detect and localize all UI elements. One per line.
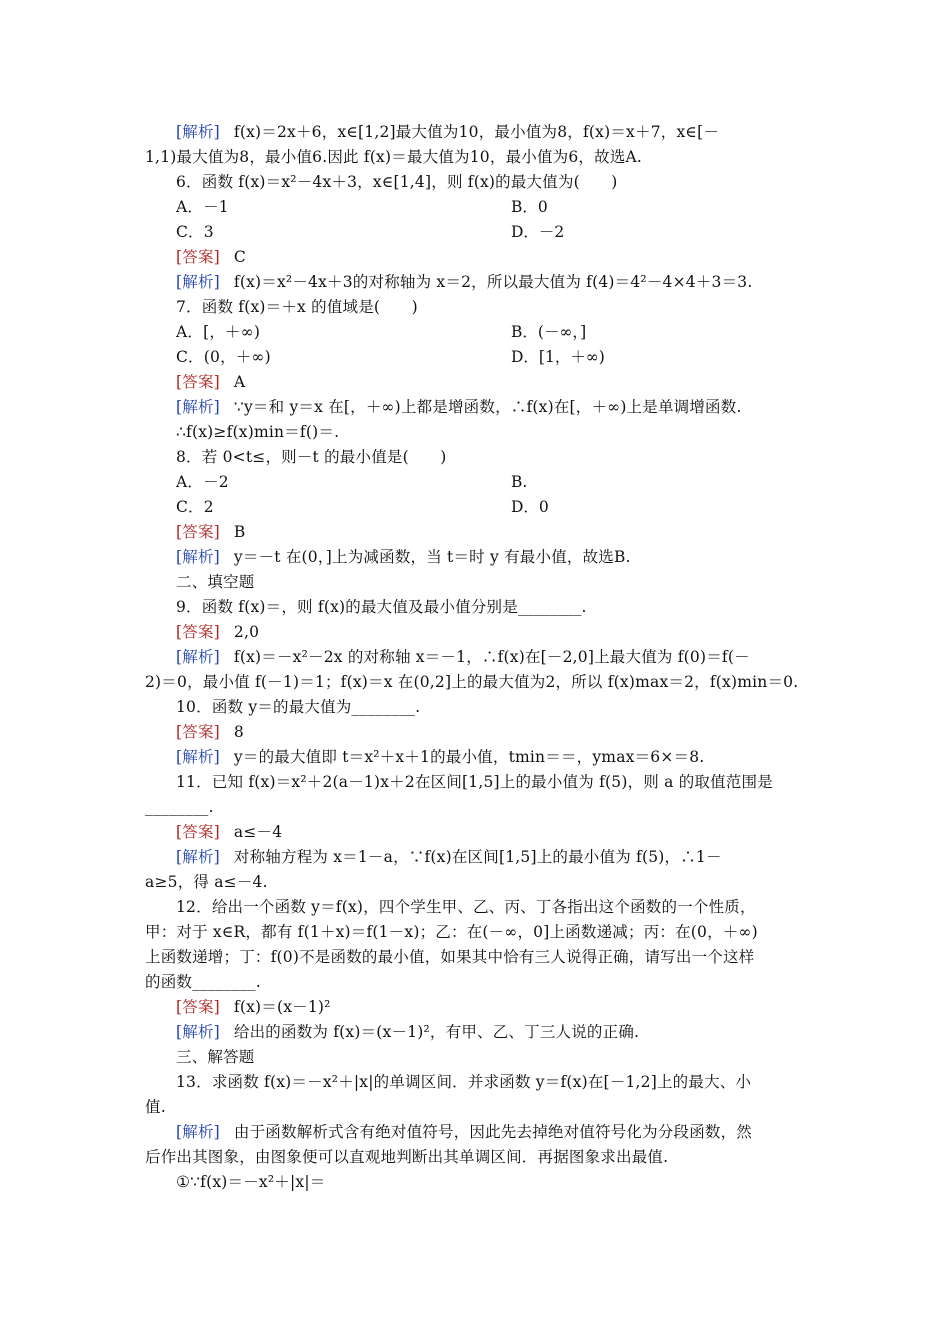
- text-line: [解析] f(x)＝2x＋6，x∈[1,2]最大值为10，最小值为8，f(x)＝x＋7，x∈[－: [176, 123, 720, 141]
- answer-label: [答案]: [176, 373, 220, 391]
- text-line: 后作出其图象，由图象便可以直观地判断出其单调区间．再据图象求出最值.: [145, 1148, 669, 1166]
- answer-line: [答案] A: [176, 373, 246, 391]
- analysis-label: [解析]: [176, 648, 220, 666]
- text-line: ∴f(x)≥f(x)min＝f()＝.: [176, 423, 340, 441]
- section-heading: 三、解答题: [176, 1048, 255, 1066]
- question-line: 13．求函数 f(x)＝－x²＋|x|的单调区间．并求函数 y＝f(x)在[－1,2]上的最大、小: [176, 1073, 752, 1091]
- question-line: 6．函数 f(x)＝x²－4x＋3，x∈[1,4]，则 f(x)的最大值为( ): [176, 173, 618, 191]
- analysis-line: [解析] 对称轴方程为 x＝1－a，∵f(x)在区间[1,5]上的最小值为 f(5)，∴1－: [176, 848, 722, 866]
- question-line: 9．函数 f(x)＝，则 f(x)的最大值及最小值分别是________.: [176, 598, 587, 616]
- answer-line: [答案] B: [176, 523, 246, 541]
- text-line: a≥5，得 a≤－4.: [145, 873, 268, 891]
- text-line: ①∵f(x)＝－x²＋|x|＝: [176, 1173, 326, 1191]
- answer-label: [答案]: [176, 523, 220, 541]
- option-b: B．(－∞，]: [511, 323, 587, 341]
- analysis-label: [解析]: [176, 123, 220, 141]
- answer-label: [答案]: [176, 623, 220, 641]
- analysis-label: [解析]: [176, 398, 220, 416]
- analysis-line: [解析] y＝－t 在(0，]上为减函数，当 t＝时 y 有最小值，故选B.: [176, 548, 631, 566]
- answer-label: [答案]: [176, 998, 220, 1016]
- answer-label: [答案]: [176, 248, 220, 266]
- text-line: ________.: [145, 798, 214, 816]
- analysis-line: [解析] f(x)＝－x²－2x 的对称轴 x＝－1，∴f(x)在[－2,0]上最大值为 f(0)＝f(－: [176, 648, 750, 666]
- text-line: 2)＝0，最小值 f(－1)＝1；f(x)＝x 在(0,2]上的最大值为2，所以 f(x)max＝2，f(x)min＝0.: [145, 673, 799, 691]
- option-d: D．0: [511, 498, 549, 516]
- answer-label: [答案]: [176, 723, 220, 741]
- text-line: 的函数________.: [145, 973, 261, 991]
- analysis-line: [解析] ∵y＝和 y＝x 在[，＋∞)上都是增函数，∴f(x)在[，＋∞)上是单调增函数.: [176, 398, 742, 416]
- section-heading: 二、填空题: [176, 573, 255, 591]
- question-line: 8．若 0<t≤，则－t 的最小值是( ): [176, 448, 447, 466]
- analysis-label: [解析]: [176, 273, 220, 291]
- analysis-line: [解析] 给出的函数为 f(x)＝(x－1)²，有甲、乙、丁三人说的正确.: [176, 1023, 640, 1041]
- option-a: A．－1: [176, 198, 229, 216]
- analysis-line: [解析] f(x)＝x²－4x＋3的对称轴为 x＝2，所以最大值为 f(4)＝4²－4×4＋3＝3.: [176, 273, 753, 291]
- option-c: C．2: [176, 498, 214, 516]
- answer-label: [答案]: [176, 823, 220, 841]
- option-c: C．(0，＋∞): [176, 348, 271, 366]
- option-d: D．－2: [511, 223, 565, 241]
- question-line: 11．已知 f(x)＝x²＋2(a－1)x＋2在区间[1,5]上的最小值为 f(5)，则 a 的取值范围是: [176, 773, 773, 791]
- option-b: B．0: [511, 198, 548, 216]
- option-c: C．3: [176, 223, 214, 241]
- text-line: 1,1)最大值为8，最小值6.因此 f(x)＝最大值为10，最小值为6，故选A.: [145, 148, 643, 166]
- question-line: 12．给出一个函数 y＝f(x)，四个学生甲、乙、丙、丁各指出这个函数的一个性质，: [176, 898, 756, 916]
- option-a: A．[，＋∞): [176, 323, 261, 341]
- answer-line: [答案] 8: [176, 723, 244, 741]
- text-line: 值.: [145, 1098, 166, 1116]
- analysis-label: [解析]: [176, 1123, 220, 1141]
- option-a: A．－2: [176, 473, 229, 491]
- analysis-label: [解析]: [176, 848, 220, 866]
- analysis-label: [解析]: [176, 1023, 220, 1041]
- analysis-label: [解析]: [176, 748, 220, 766]
- answer-line: [答案] 2,0: [176, 623, 260, 641]
- analysis-line: [解析] y＝的最大值即 t＝x²＋x＋1的最小值，tmin＝＝，ymax＝6×＝8.: [176, 748, 705, 766]
- option-d: D．[1，＋∞): [511, 348, 605, 366]
- question-line: 10．函数 y＝的最大值为________.: [176, 698, 421, 716]
- answer-line: [答案] a≤－4: [176, 823, 283, 841]
- question-line: 7．函数 f(x)＝＋x 的值域是( ): [176, 298, 418, 316]
- answer-line: [答案] f(x)＝(x－1)²: [176, 998, 331, 1016]
- text-line: 上函数递增；丁：f(0)不是函数的最小值，如果其中恰有三人说得正确，请写出一个这样: [145, 948, 755, 966]
- answer-line: [答案] C: [176, 248, 246, 266]
- analysis-label: [解析]: [176, 548, 220, 566]
- option-b: B.: [511, 473, 528, 491]
- text-line: 甲：对于 x∈R，都有 f(1＋x)＝f(1－x)；乙：在(－∞，0]上函数递减；丙：在(0，＋∞): [145, 923, 758, 941]
- analysis-line: [解析] 由于函数解析式含有绝对值符号，因此先去掉绝对值符号化为分段函数，然: [176, 1123, 753, 1141]
